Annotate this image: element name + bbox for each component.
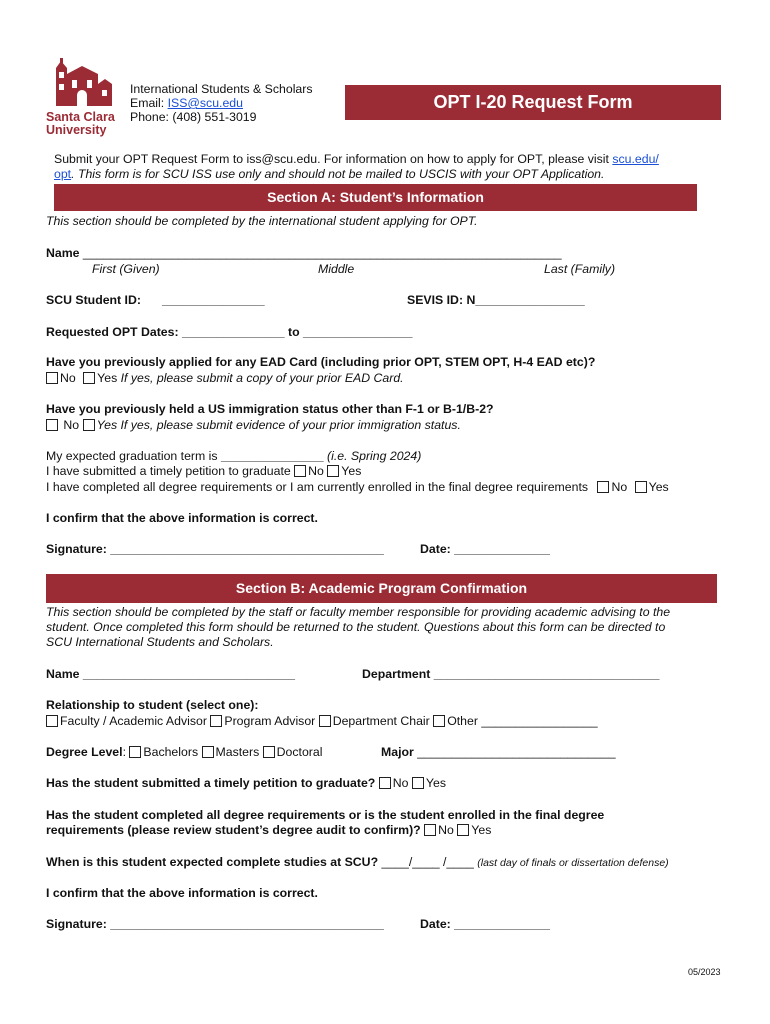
logo-text-line2: University: [46, 123, 107, 137]
major-row: Major _____________________________: [381, 745, 616, 759]
major-field[interactable]: _____________________________: [413, 745, 616, 759]
name-field[interactable]: ______________________________________________________________________: [82, 246, 562, 260]
email-link[interactable]: ISS@scu.edu: [167, 96, 243, 110]
ead-no-checkbox[interactable]: [46, 372, 58, 384]
section-b-signature-field[interactable]: Signature: ________________________________________: [46, 917, 384, 931]
section-b-note-line2: student. Once completed this form should be returned to the student. Questions about this form can be directed to: [46, 620, 666, 634]
mission-church-icon: [46, 52, 118, 108]
name-label: Name: [46, 246, 80, 260]
rel-faculty-checkbox[interactable]: [46, 715, 58, 727]
last-name-caption: Last (Family): [544, 262, 616, 276]
section-a-title: Section A: Student’s Information: [54, 184, 697, 211]
b-petition-yes-checkbox[interactable]: [412, 777, 424, 789]
b-completed-no-checkbox[interactable]: [424, 824, 436, 836]
b-petition-no-checkbox[interactable]: [379, 777, 391, 789]
advisor-name-field[interactable]: Name _______________________________: [46, 667, 295, 681]
section-a-date-field[interactable]: Date: ______________: [420, 542, 550, 556]
intro-line2: opt. This form is for SCU ISS use only and should not be mailed to USCIS with your OPT Application.: [54, 167, 605, 181]
opt-link-part1[interactable]: scu.edu/: [612, 152, 659, 166]
phone: Phone: (408) 551-3019: [130, 110, 257, 124]
status-no-label: No: [63, 418, 80, 432]
deg-bachelors-checkbox[interactable]: [129, 746, 141, 758]
rel-other-checkbox[interactable]: [433, 715, 445, 727]
status-question: Have you previously held a US immigration status other than F-1 or B-1/B-2?: [46, 402, 494, 416]
section-a-signature-field[interactable]: Signature: ________________________________________: [46, 542, 384, 556]
section-b-date-field[interactable]: Date: ______________: [420, 917, 550, 931]
status-no-checkbox[interactable]: [46, 419, 58, 431]
form-title: OPT I-20 Request Form: [345, 85, 721, 120]
status-yes-checkbox[interactable]: [83, 419, 95, 431]
rel-program-checkbox[interactable]: [210, 715, 222, 727]
rel-dept-checkbox[interactable]: [319, 715, 331, 727]
status-yes-label: Yes: [96, 418, 118, 432]
status-answer-row: [46, 418, 461, 432]
degree-req-no-checkbox[interactable]: [597, 481, 609, 493]
deg-masters-checkbox[interactable]: [202, 746, 214, 758]
scu-id-label: SCU Student ID:: [46, 293, 141, 307]
scu-id-field[interactable]: _______________: [162, 293, 265, 307]
ead-answer-row: [46, 371, 404, 385]
department-field[interactable]: Department _________________________________: [362, 667, 660, 681]
middle-name-caption: Middle: [318, 262, 355, 276]
student-name-row: [46, 246, 562, 260]
section-b-note-line1: This section should be completed by the staff or faculty member responsible for providing academic advising to the: [46, 605, 671, 619]
petition-yes-checkbox[interactable]: [327, 465, 339, 477]
section-a-note: This section should be completed by the international student applying for OPT.: [46, 214, 478, 228]
section-b-note-line3: SCU International Students and Scholars.: [46, 635, 274, 649]
ead-no-label: No: [60, 371, 76, 385]
petition-row: I have submitted a timely petition to graduate No Yes: [46, 464, 362, 478]
b-completed-q1: Has the student completed all degree requirements or is the student enrolled in the final degree: [46, 808, 605, 822]
b-petition-row: Has the student submitted a timely petition to graduate? No Yes: [46, 776, 446, 790]
email-label: Email:: [130, 96, 168, 110]
logo-text-line1: Santa Clara: [46, 110, 115, 124]
completion-date-field[interactable]: ____/____ /____: [378, 855, 478, 869]
university-logo: [46, 52, 118, 137]
relationship-label: Relationship to student (select one):: [46, 698, 259, 712]
ead-note: If yes, please submit a copy of your prior EAD Card.: [117, 371, 404, 385]
degree-level-row: Degree Level: Bachelors Masters Doctoral: [46, 745, 323, 759]
section-b-title: Section B: Academic Program Confirmation: [46, 574, 717, 603]
form-version: 05/2023: [688, 967, 721, 977]
ead-question: Have you previously applied for any EAD Card (including prior OPT, STEM OPT, H-4 EAD etc)?: [46, 355, 596, 369]
ead-yes-checkbox[interactable]: [83, 372, 95, 384]
first-name-caption: First (Given): [92, 262, 160, 276]
b-completed-row: requirements (please review student’s degree audit to confirm)? No Yes: [46, 823, 492, 837]
section-b-confirm: I confirm that the above information is correct.: [46, 886, 318, 900]
relationship-row: Faculty / Academic Advisor Program Advisor Department Chair Other _________________: [46, 714, 598, 728]
deg-doctoral-checkbox[interactable]: [263, 746, 275, 758]
org-name: International Students & Scholars: [130, 82, 313, 96]
grad-term-row: My expected graduation term is _______________ (i.e. Spring 2024): [46, 449, 422, 463]
ead-yes-label: Yes: [97, 371, 118, 385]
opt-link-part2[interactable]: opt: [54, 167, 72, 181]
section-a-confirm: I confirm that the above information is correct.: [46, 511, 318, 525]
degree-req-yes-checkbox[interactable]: [635, 481, 647, 493]
degree-req-row: I have completed all degree requirements or I am currently enrolled in the final degree requirements No Yes: [46, 480, 669, 494]
status-note: If yes, please submit evidence of your prior immigration status.: [117, 418, 461, 432]
sevis-id-field[interactable]: SEVIS ID: N________________: [407, 293, 585, 307]
petition-no-checkbox[interactable]: [294, 465, 306, 477]
opt-dates-field[interactable]: Requested OPT Dates: _______________ to ________________: [46, 325, 413, 339]
intro-line1: Submit your OPT Request Form to iss@scu.edu. For information on how to apply for OPT, please visit scu.edu/: [54, 152, 659, 166]
grad-term-field[interactable]: _______________: [220, 449, 324, 463]
b-completed-yes-checkbox[interactable]: [457, 824, 469, 836]
b-when-row: When is this student expected complete studies at SCU? ____/____ /____ (last day of finals or dissertation defense): [46, 855, 669, 869]
email-row: [130, 96, 243, 110]
